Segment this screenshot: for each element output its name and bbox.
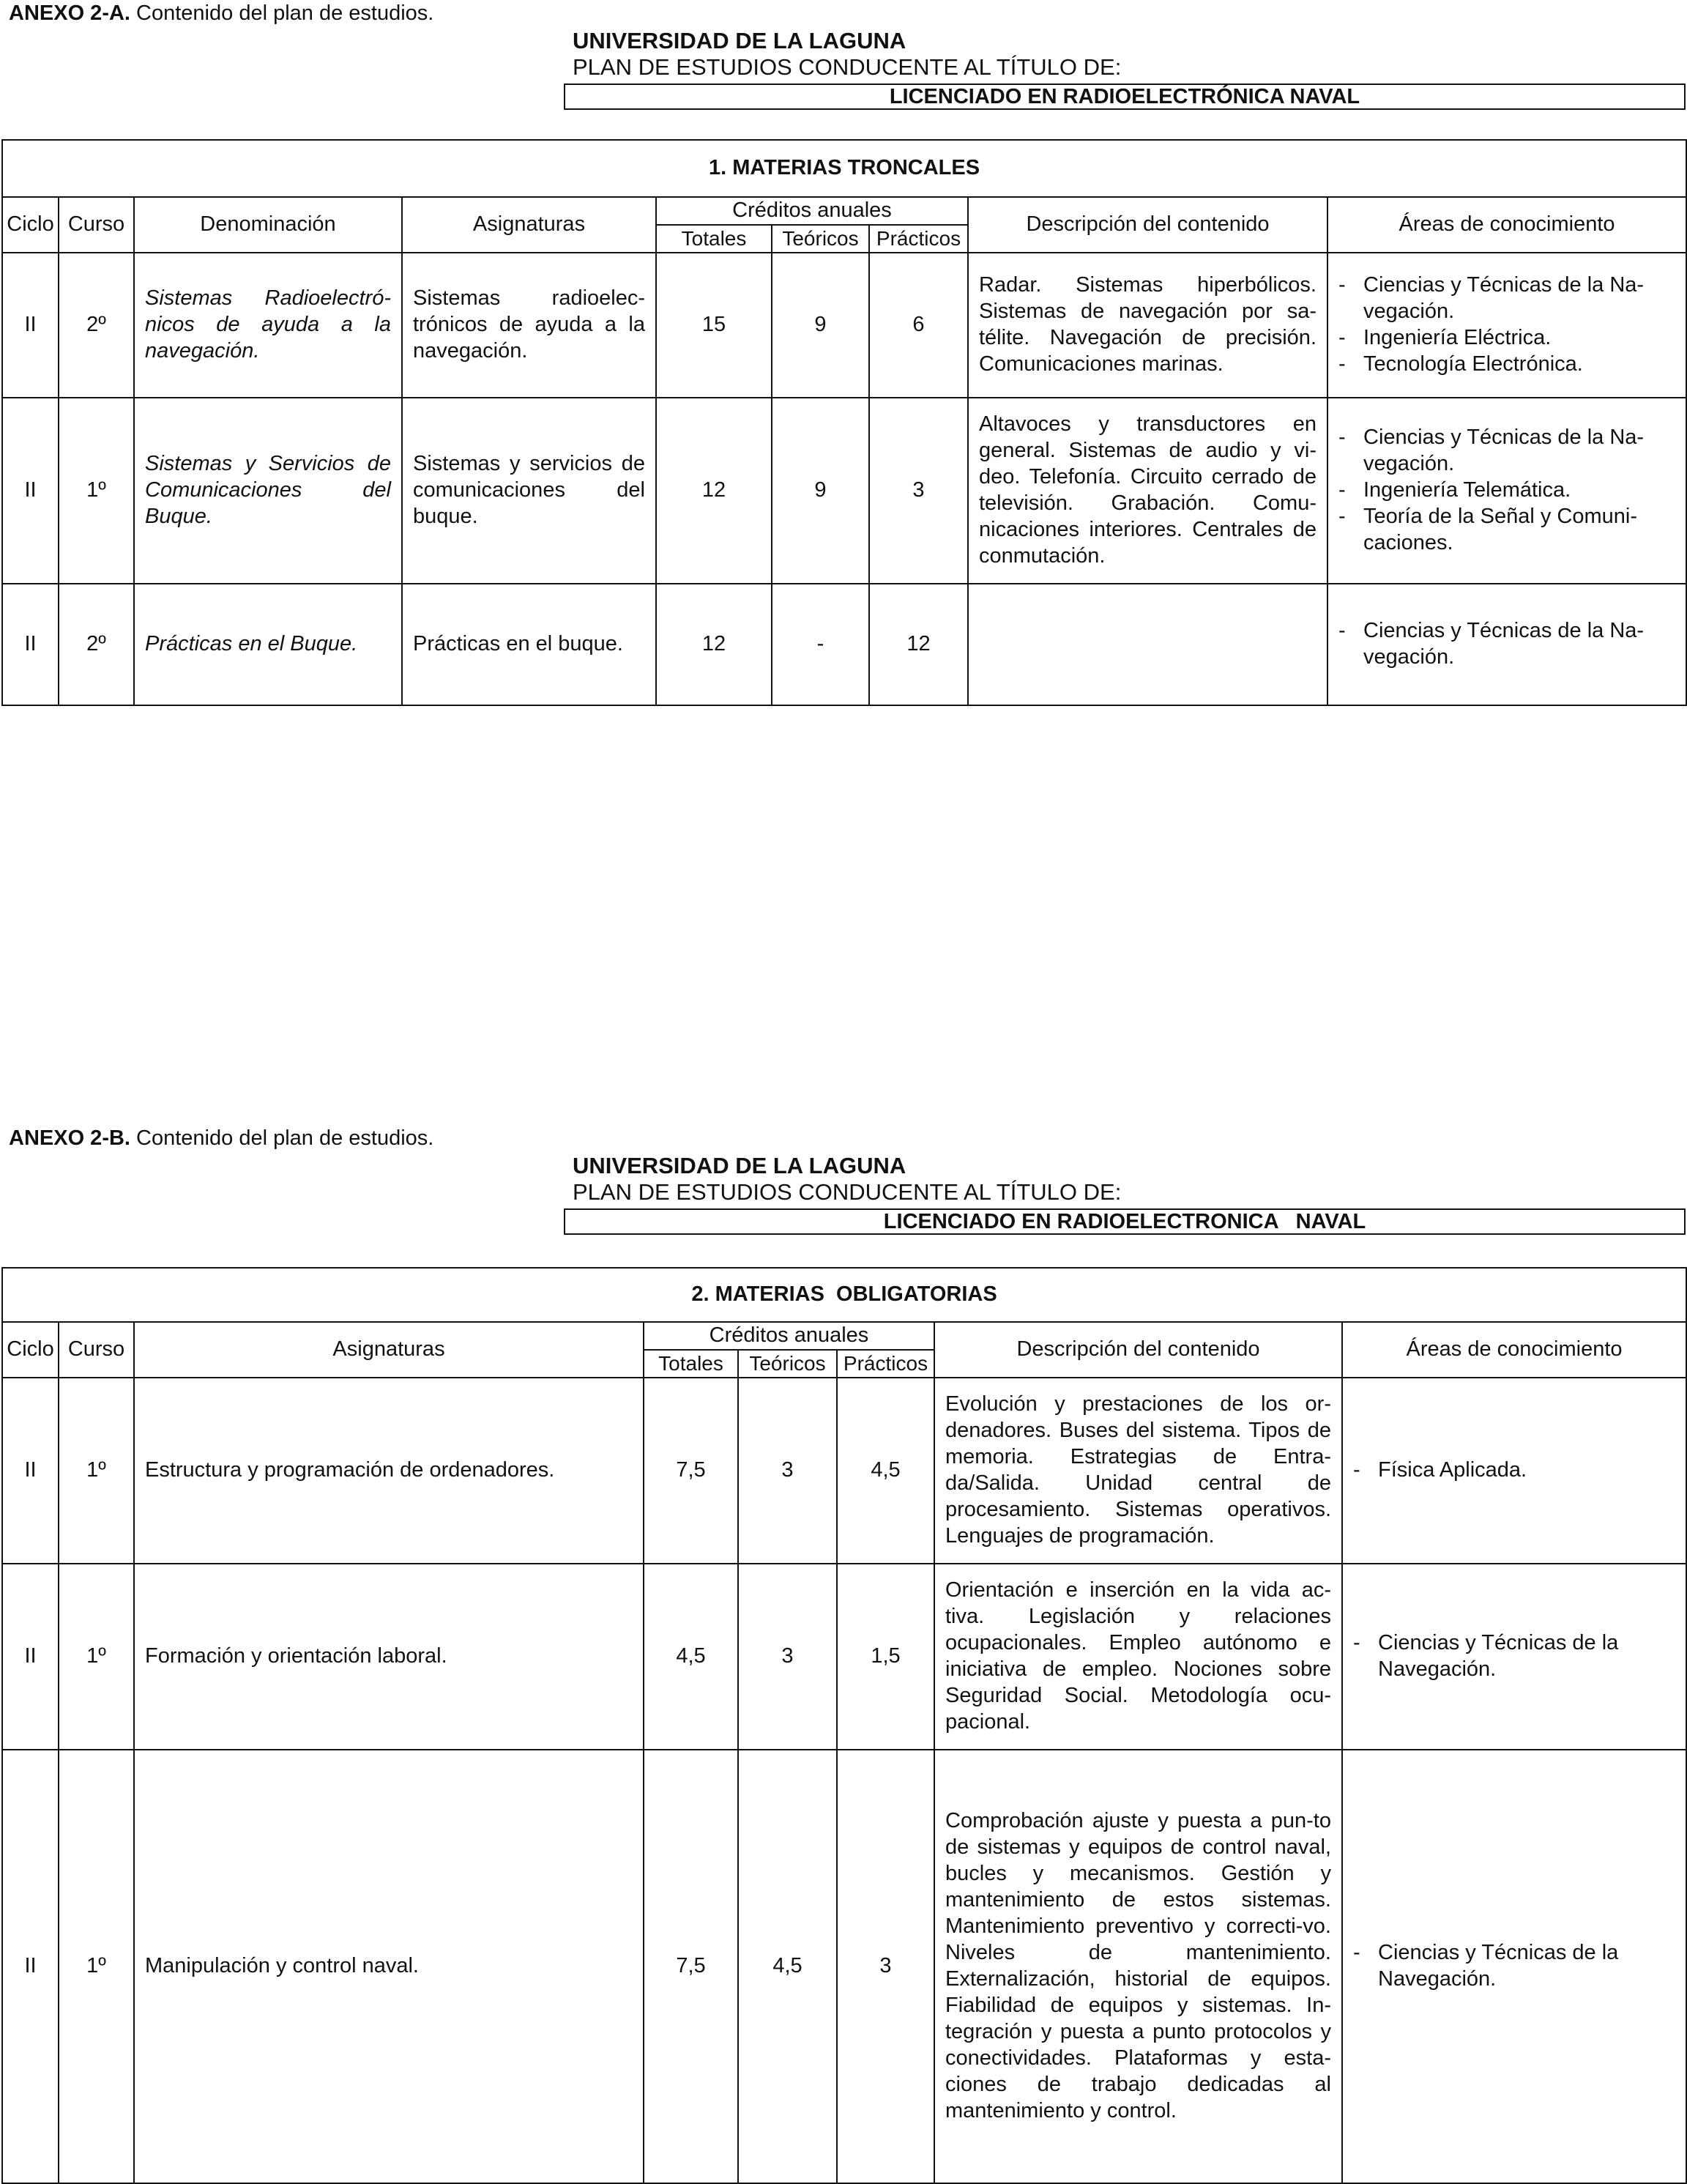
cell-practicos: 1,5 [837,1564,934,1750]
cell-practicos: 6 [869,253,968,398]
header-practicos: Prácticos [869,225,968,253]
area-item: - Física Aplicada. [1353,1457,1675,1484]
header-totales: Totales [656,225,772,253]
area-text: Tecnología Electrónica. [1363,352,1583,376]
annex-b-university: UNIVERSIDAD DE LA LAGUNA [573,1153,906,1178]
cell-curso: 1º [59,1564,134,1750]
header-practicos: Prácticos [837,1350,934,1378]
header-curso: Curso [59,197,134,253]
cell-descripcion: Altavoces y transductores en general. Sistemas de audio y vi-deo. Telefonía. Circuito cerrado de televisión. Grabación. Comu-nicaciones interiores. Centrales de conmutación. [968,398,1327,584]
cell-teoricos: 9 [772,253,869,398]
cell-practicos: 3 [837,1750,934,2183]
area-text: Ciencias y Técnicas de la Na-vegación. [1363,426,1645,476]
cell-teoricos: 9 [772,398,869,584]
area-item: - Ciencias y Técnicas de la Na-vegación. [1338,272,1675,325]
cell-curso: 2º [59,253,134,398]
table-row [2,398,1686,584]
cell-curso: 1º [59,1378,134,1564]
annex-a-heading [9,1,433,26]
annex-a-university: UNIVERSIDAD DE LA LAGUNA [573,28,906,53]
cell-areas [1327,398,1686,584]
header-asignaturas: Asignaturas [134,1322,644,1378]
area-item: - Ingeniería Telemática. [1338,478,1675,504]
table-row [2,1564,1686,1750]
area-item: - Ingeniería Eléctrica. [1338,325,1675,352]
cell-practicos: 3 [869,398,968,584]
annex-b-heading [9,1126,433,1151]
area-text: Física Aplicada. [1378,1458,1527,1482]
cell-asignatura: Sistemas radioelec-trónicos de ayuda a la navegación. [402,253,656,398]
cell-totales: 12 [656,584,772,705]
cell-ciclo: II [2,1564,59,1750]
cell-areas [1342,1750,1686,2183]
table-row [2,1750,1686,2183]
cell-practicos: 4,5 [837,1378,934,1564]
cell-descripcion: Comprobación ajuste y puesta a pun-to de sistemas y equipos de control naval, bucles y mecanismos. Gestión y mantenimiento de estos sistemas. Mantenimiento preventivo y correcti-vo. Niveles de mantenimiento. Externalización, historial de equipos. Fiabilidad de equipos y sistemas. In-tegración y puesta a punto protocolos y conectividades. Plataformas y esta-ciones de trabajo dedicadas al mantenimiento y control. [934,1750,1342,2183]
annex-a-table-title: 1. MATERIAS TRONCALES [2,140,1686,197]
area-text: Ciencias y Técnicas de la Na-vegación. [1363,273,1645,324]
header-curso: Curso [59,1322,134,1378]
cell-descripcion: Orientación e inserción en la vida ac-tiva. Legislación y relaciones ocupacionales. Empleo autónomo e iniciativa de empleo. Nociones sobre Seguridad Social. Metodología ocu-pacional. [934,1564,1342,1750]
area-item: - Ciencias y Técnicas de la Navegación. [1353,1940,1675,1993]
cell-descripcion: Evolución y prestaciones de los or-denadores. Buses del sistema. Tipos de memoria. Estrategias de Entra-da/Salida. Unidad central de procesamiento. Sistemas operativos. Lenguajes de programación. [934,1378,1342,1564]
cell-totales: 15 [656,253,772,398]
header-asignaturas: Asignaturas [402,197,656,253]
cell-ciclo: II [2,398,59,584]
annex-b-table [1,1267,1687,2184]
header-totales: Totales [644,1350,738,1378]
header-ciclo: Ciclo [2,197,59,253]
annex-a-table [1,139,1687,706]
cell-teoricos: 4,5 [738,1750,837,2183]
table-row [2,253,1686,398]
table-row [2,584,1686,705]
cell-teoricos: - [772,584,869,705]
header-creditos: Créditos anuales [656,197,968,225]
cell-denominacion: Sistemas y Servicios de Comunicaciones del Buque. [134,398,402,584]
header-descripcion: Descripción del contenido [934,1322,1342,1378]
cell-curso: 2º [59,584,134,705]
cell-descripcion [968,584,1327,705]
cell-curso: 1º [59,398,134,584]
cell-areas [1342,1378,1686,1564]
cell-asignatura: Sistemas y servicios de comunicaciones del buque. [402,398,656,584]
cell-asignatura: Estructura y programación de ordenadores. [134,1378,644,1564]
cell-asignatura: Prácticas en el buque. [402,584,656,705]
area-text: Teoría de la Señal y Comuni-caciones. [1363,504,1637,554]
area-item: - Ciencias y Técnicas de la Navegación. [1353,1630,1675,1683]
cell-totales: 7,5 [644,1750,738,2183]
cell-areas [1327,253,1686,398]
cell-totales: 7,5 [644,1378,738,1564]
cell-descripcion: Radar. Sistemas hiperbólicos. Sistemas de navegación por sa-télite. Navegación de precisión. Comunicaciones marinas. [968,253,1327,398]
area-item: - Tecnología Electrónica. [1338,352,1675,378]
annex-b-table-title: 2. MATERIAS OBLIGATORIAS [2,1268,1686,1322]
annex-b-degree-box: LICENCIADO EN RADIOELECTRONICA NAVAL [564,1208,1686,1235]
cell-ciclo: II [2,1750,59,2183]
header-areas: Áreas de conocimiento [1327,197,1686,253]
cell-denominacion: Prácticas en el Buque. [134,584,402,705]
cell-teoricos: 3 [738,1564,837,1750]
annex-b-plan-line: PLAN DE ESTUDIOS CONDUCENTE AL TÍTULO DE: [573,1179,1122,1205]
cell-totales: 12 [656,398,772,584]
area-text: Ciencias y Técnicas de la Navegación. [1378,1631,1619,1681]
cell-areas [1342,1564,1686,1750]
table-row [2,1378,1686,1564]
header-teoricos: Teóricos [772,225,869,253]
area-text: Ciencias y Técnicas de la Navegación. [1378,1941,1619,1991]
annex-a-plan-line: PLAN DE ESTUDIOS CONDUCENTE AL TÍTULO DE: [573,54,1122,80]
annex-a-degree-box: LICENCIADO EN RADIOELECTRÓNICA NAVAL [564,83,1686,110]
header-denominacion: Denominación [134,197,402,253]
header-ciclo: Ciclo [2,1322,59,1378]
area-item: - Ciencias y Técnicas de la Na-vegación. [1338,618,1675,671]
area-item: - Teoría de la Señal y Comuni-caciones. [1338,504,1675,557]
area-text: Ingeniería Telemática. [1363,478,1571,502]
area-text: Ingeniería Eléctrica. [1363,326,1552,349]
cell-ciclo: II [2,253,59,398]
cell-asignatura: Formación y orientación laboral. [134,1564,644,1750]
area-item: - Ciencias y Técnicas de la Na-vegación. [1338,425,1675,478]
header-areas: Áreas de conocimiento [1342,1322,1686,1378]
cell-teoricos: 3 [738,1378,837,1564]
cell-asignatura: Manipulación y control naval. [134,1750,644,2183]
annex-b-label: ANEXO 2-B. [9,1126,130,1150]
header-teoricos: Teóricos [738,1350,837,1378]
cell-denominacion: Sistemas Radioelectró-nicos de ayuda a la navegación. [134,253,402,398]
header-descripcion: Descripción del contenido [968,197,1327,253]
annex-a-subtitle: Contenido del plan de estudios. [136,1,434,25]
cell-totales: 4,5 [644,1564,738,1750]
area-text: Ciencias y Técnicas de la Na-vegación. [1363,619,1645,669]
annex-a-label: ANEXO 2-A. [9,1,130,25]
header-creditos: Créditos anuales [644,1322,934,1350]
cell-areas [1327,584,1686,705]
annex-b-subtitle: Contenido del plan de estudios. [136,1126,434,1150]
cell-ciclo: II [2,1378,59,1564]
cell-ciclo: II [2,584,59,705]
cell-practicos: 12 [869,584,968,705]
cell-curso: 1º [59,1750,134,2183]
